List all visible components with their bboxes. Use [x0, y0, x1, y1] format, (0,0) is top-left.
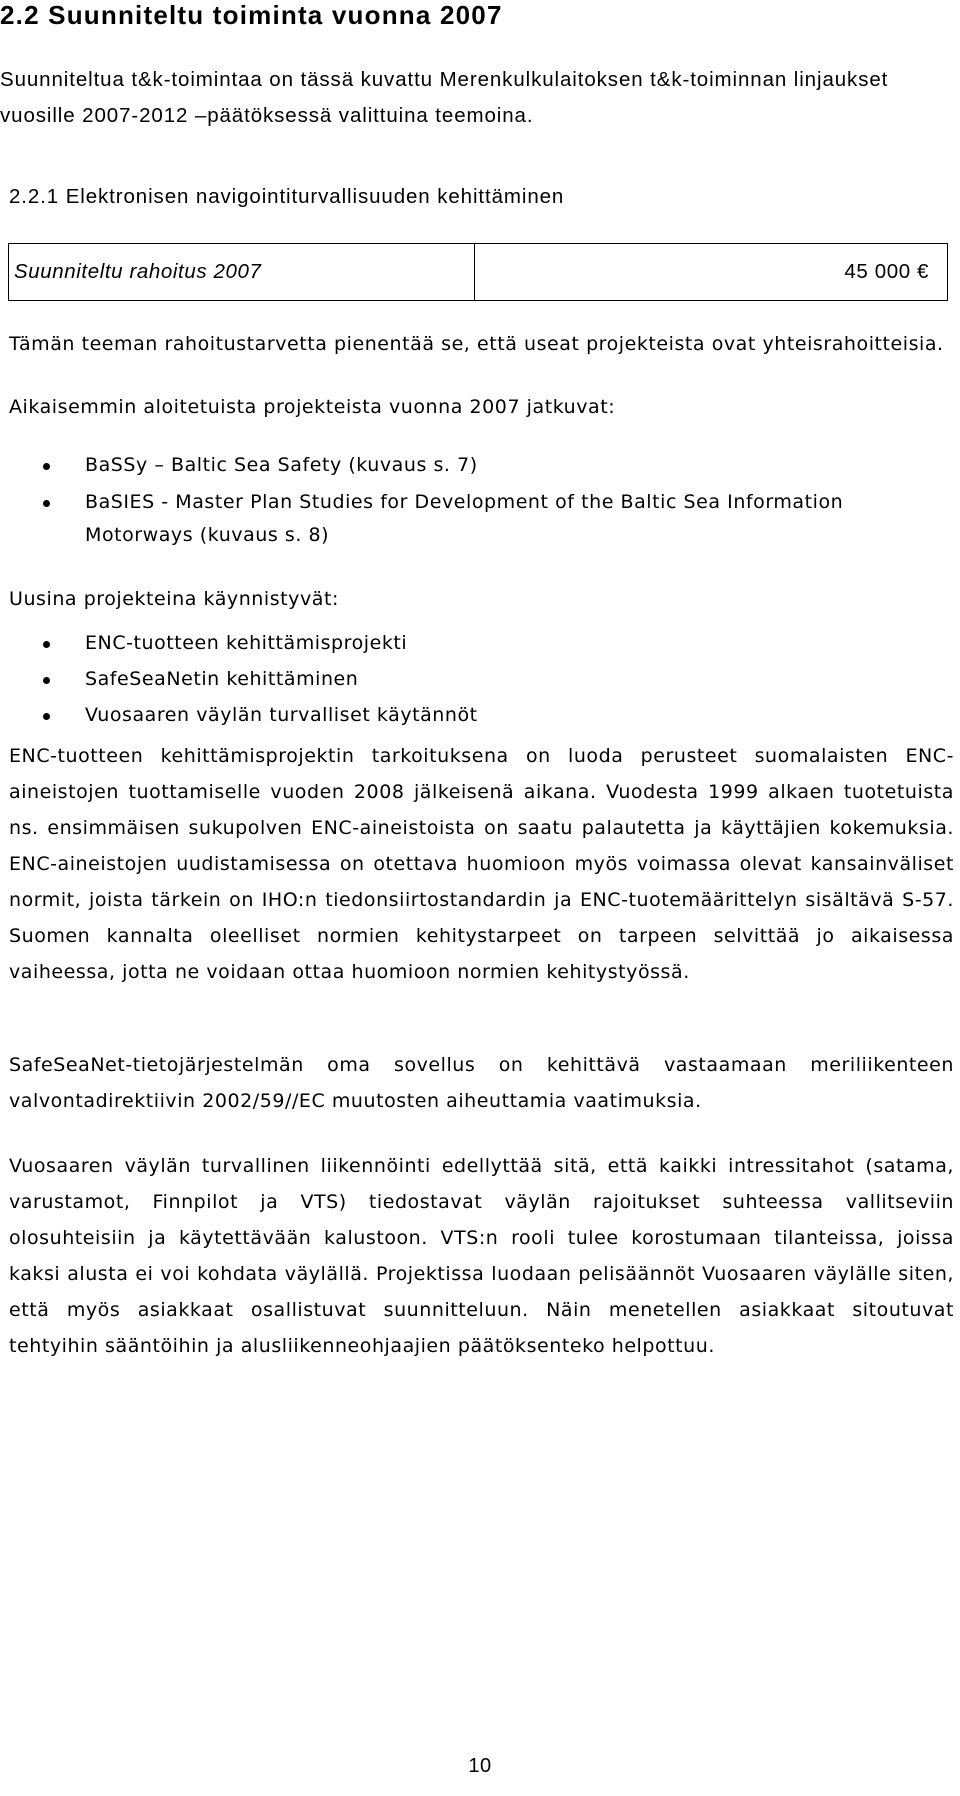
- list-item: Vuosaaren väylän turvalliset käytännöt: [0, 699, 950, 732]
- continuing-projects-list: [0, 449, 950, 556]
- paragraph-funding-note: Tämän teeman rahoitustarvetta pienentää se, että useat projekteista ovat yhteisrahoitteisia.: [9, 333, 944, 355]
- funding-value: 45 000 €: [844, 260, 929, 283]
- new-projects-list: [0, 627, 950, 735]
- list-item: ENC-tuotteen kehittämisprojekti: [0, 627, 950, 660]
- subsection-heading: 2.2.1 Elektronisen navigointiturvallisuuden kehittäminen: [9, 185, 565, 208]
- list-item: SafeSeaNetin kehittäminen: [0, 663, 950, 696]
- funding-table: [8, 243, 948, 301]
- paragraph-vuosaari: Vuosaaren väylän turvallinen liikennöinti edellyttää sitä, että kaikki intressitahot (satama, varustamot, Finnpilot ja VTS) tiedostavat väylän rajoitukset suhteessa vallitseviin olosuhteisiin ja käytettävään kalustoon. VTS:n rooli tulee korostumaan tilanteissa, joissa kaksi alusta ei voi kohdata väylällä. Projektissa luodaan pelisäännöt Vuosaaren väylälle siten, että myös asiakkaat osallistuvat suunnitteluun. Näin menetellen asiakkaat sitoutuvat tehtyihin sääntöihin ja alusliikenneohjaajien päätöksenteko helpottuu.: [9, 1155, 954, 1357]
- section-intro: Suunniteltua t&k-toimintaa on tässä kuvattu Merenkulkulaitoksen t&k-toiminnan linjaukset vuosille 2007-2012 –päätöksessä valittuina teemoina.: [0, 68, 889, 127]
- paragraph-enc: ENC-tuotteen kehittämisprojektin tarkoituksena on luoda perusteet suomalaisten ENC-aineistojen tuottamiselle vuoden 2008 jälkeisenä aikana. Vuodesta 1999 alkaen tuotetuista ns. ensimmäisen sukupolven ENC-aineistoista on saatu palautetta ja käyttäjien kokemuksia. ENC-aineistojen uudistamisessa on otettava huomioon myös voimassa olevat kansainväliset normit, joista tärkein on IHO:n tiedonsiirtostandardin ja ENC-tuotemäärittelyn sisältävä S-57. Suomen kannalta oleelliset normien kehitystarpeet on tarpeen selvittää jo aikaisessa vaiheessa, jotta ne voidaan ottaa huomioon normien kehitystyössä.: [9, 745, 954, 983]
- list-item: BaSSy – Baltic Sea Safety (kuvaus s. 7): [0, 449, 950, 482]
- paragraph-continuing-intro: Aikaisemmin aloitetuista projekteista vuonna 2007 jatkuvat:: [9, 396, 616, 418]
- page-number: 10: [468, 1755, 492, 1777]
- list-item: BaSIES - Master Plan Studies for Development of the Baltic Sea Information Motorways (kuvaus s. 8): [0, 486, 950, 552]
- funding-label: Suunniteltu rahoitus 2007: [9, 244, 475, 300]
- paragraph-safeseanet: SafeSeaNet-tietojärjestelmän oma sovellus on kehittävä vastaamaan meriliikenteen valvontadirektiivin 2002/59//EC muutosten aiheuttamia vaatimuksia.: [9, 1054, 954, 1112]
- paragraph-new-intro: Uusina projekteina käynnistyvät:: [9, 588, 339, 610]
- section-heading: 2.2 Suunniteltu toiminta vuonna 2007: [0, 0, 503, 30]
